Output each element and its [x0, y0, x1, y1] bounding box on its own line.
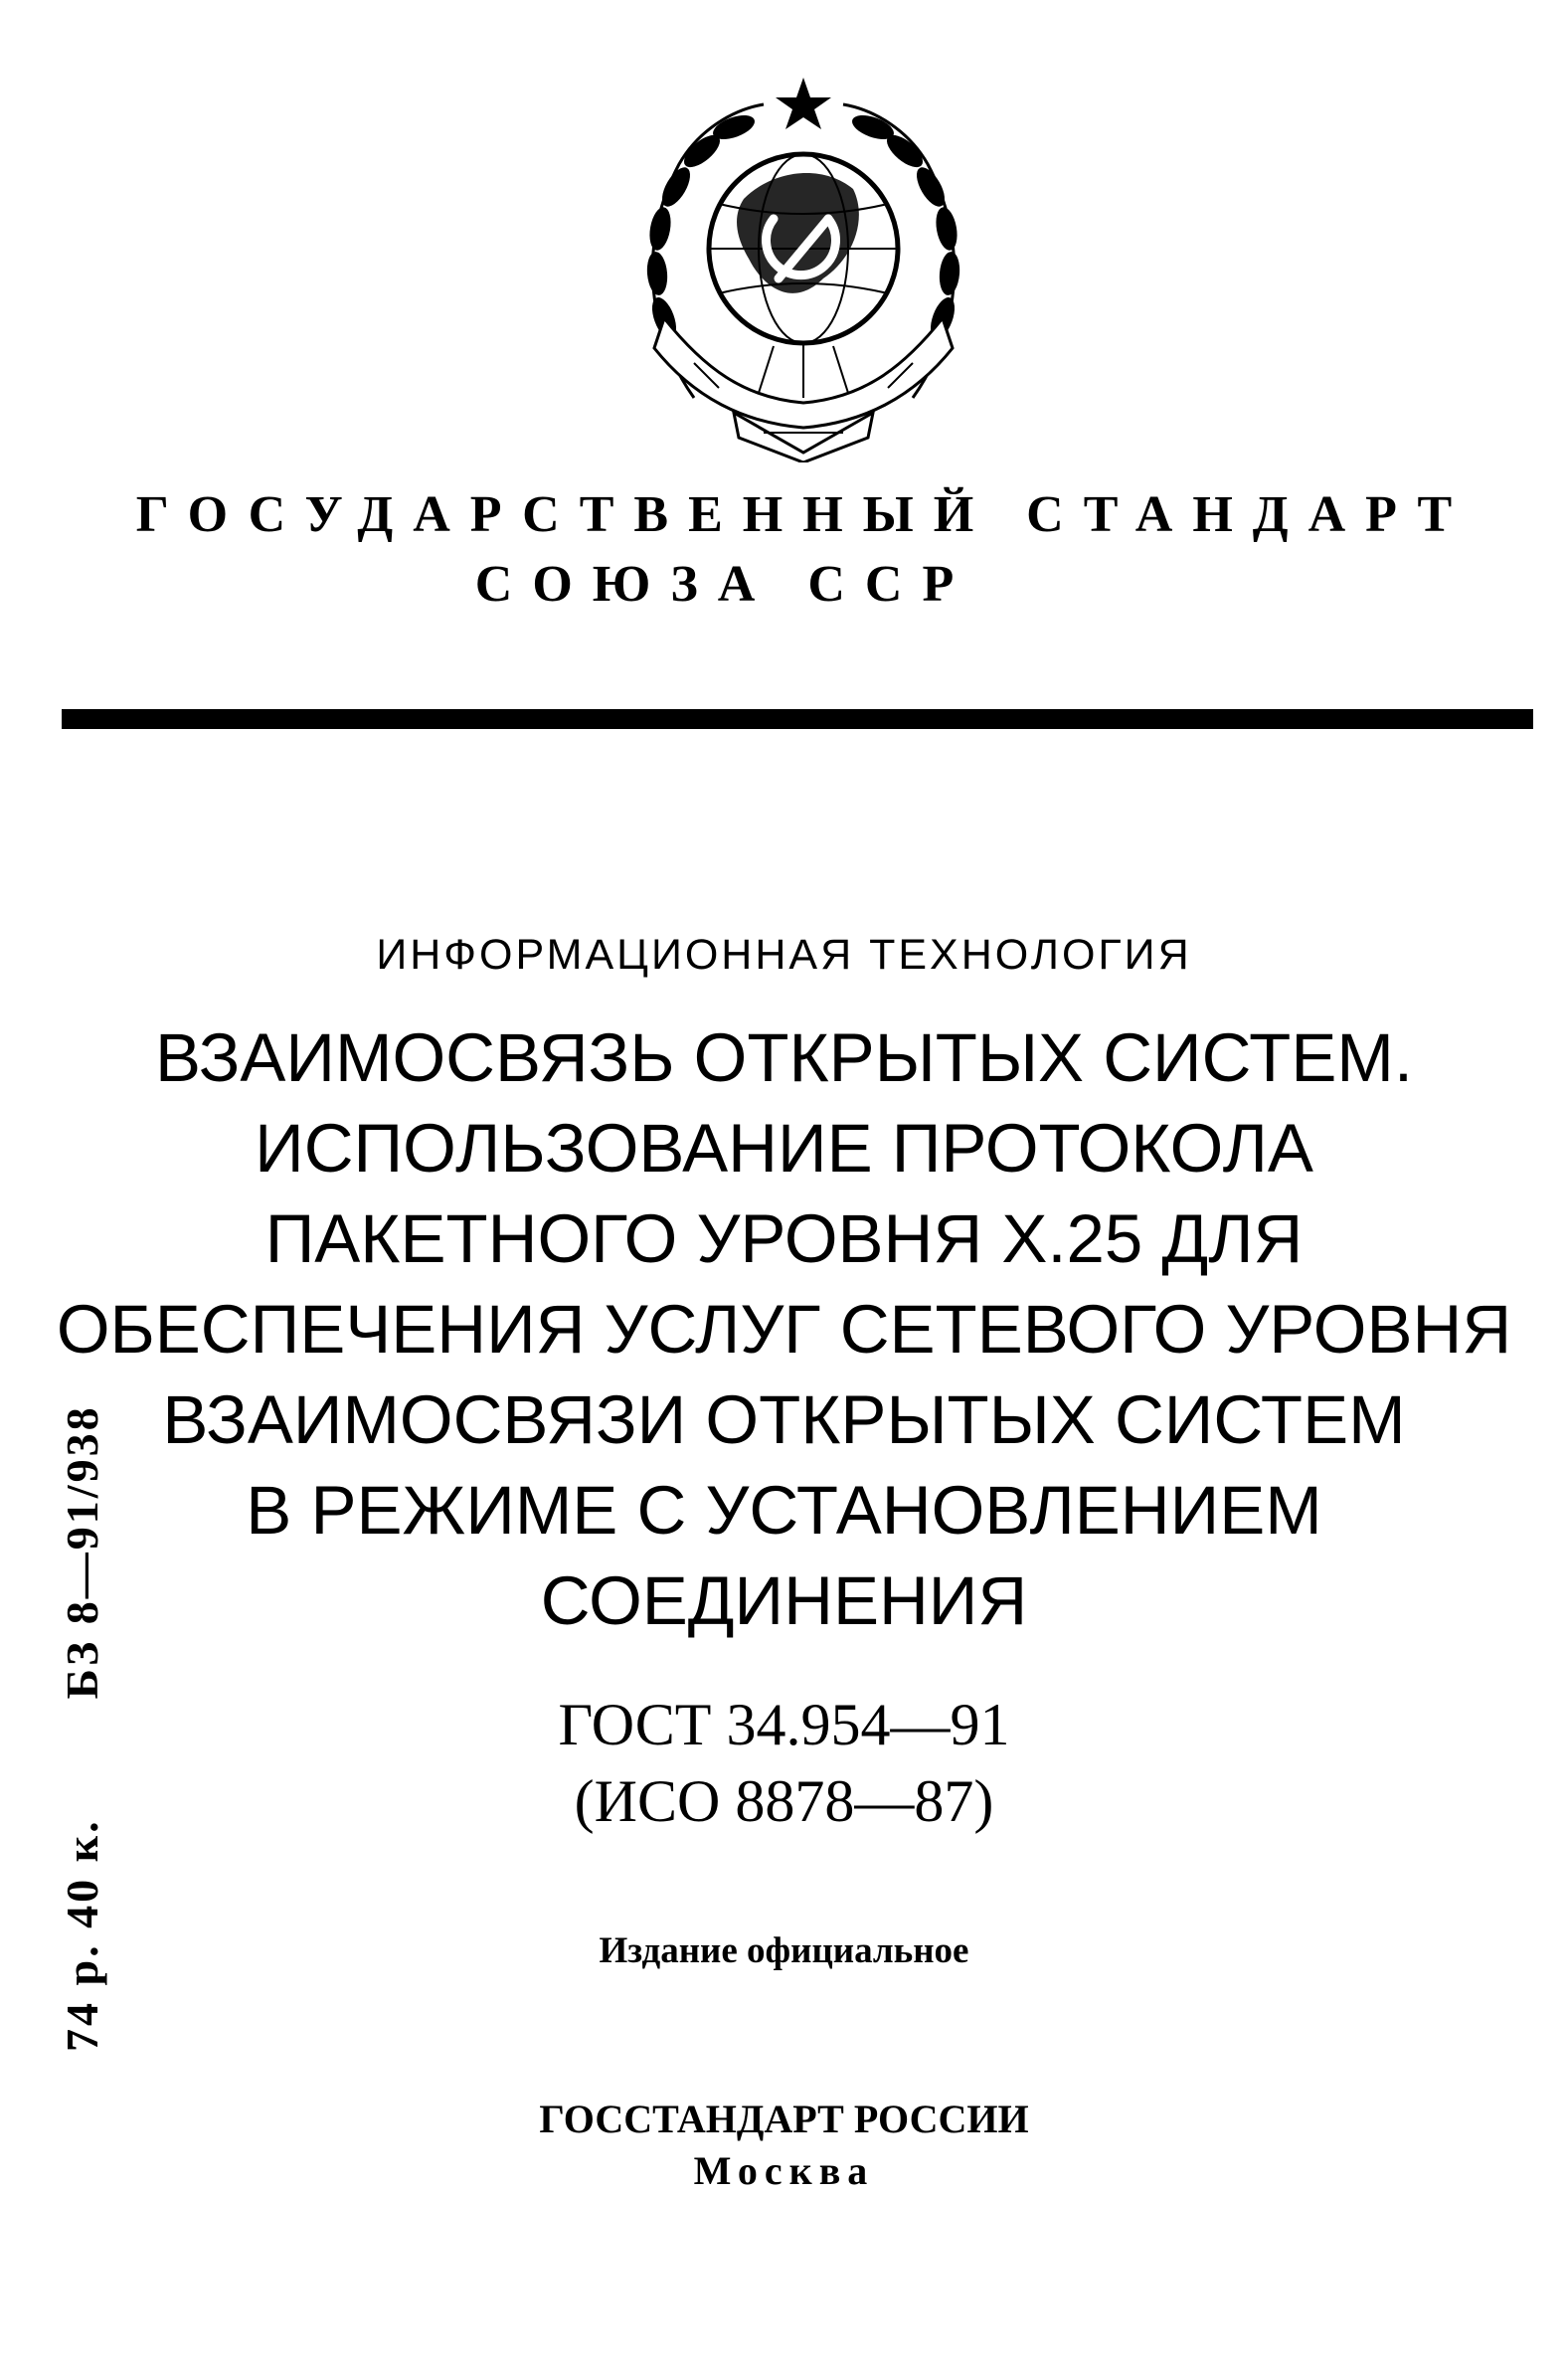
iso-number: (ИСО 8878—87)	[574, 1768, 994, 1834]
title-line: ПАКЕТНОГО УРОВНЯ X.25 ДЛЯ	[264, 1200, 1304, 1277]
title-line: ВЗАИМОСВЯЗЬ ОТКРЫТЫХ СИСТЕМ.	[154, 1019, 1413, 1096]
title-line: ИСПОЛЬЗОВАНИЕ ПРОТОКОЛА	[255, 1110, 1313, 1187]
publisher	[0, 2094, 1568, 2197]
title-line: В РЕЖИМЕ С УСТАНОВЛЕНИЕМ	[246, 1472, 1322, 1549]
header-divider	[62, 709, 1533, 729]
document-title	[0, 1012, 1568, 1646]
vertical-sidebar	[50, 1404, 113, 2052]
title-line: СОЕДИНЕНИЯ	[540, 1562, 1028, 1639]
title-line: ВЗАИМОСВЯЗИ ОТКРЫТЫХ СИСТЕМ	[162, 1381, 1406, 1458]
standard-designation	[0, 1687, 1568, 1840]
catalog-code: БЗ 8—91/938	[56, 1404, 107, 1700]
header-line-2: СОЮЗА ССР	[474, 556, 974, 613]
price-label: 74 р. 40 к.	[56, 1818, 107, 2052]
publisher-city: Москва	[693, 2148, 875, 2193]
document-category: ИНФОРМАЦИОННАЯ ТЕХНОЛОГИЯ	[376, 931, 1192, 979]
ussr-state-emblem-icon	[624, 70, 982, 462]
gost-number: ГОСТ 34.954—91	[558, 1692, 1010, 1757]
publisher-name: ГОССТАНДАРТ РОССИИ	[539, 2097, 1029, 2141]
edition-note: Издание официальное	[599, 1930, 969, 1971]
title-line: ОБЕСПЕЧЕНИЯ УСЛУГ СЕТЕВОГО УРОВНЯ	[56, 1291, 1512, 1368]
header-line-1: ГОСУДАРСТВЕННЫЙ СТАНДАРТ	[135, 486, 1473, 543]
